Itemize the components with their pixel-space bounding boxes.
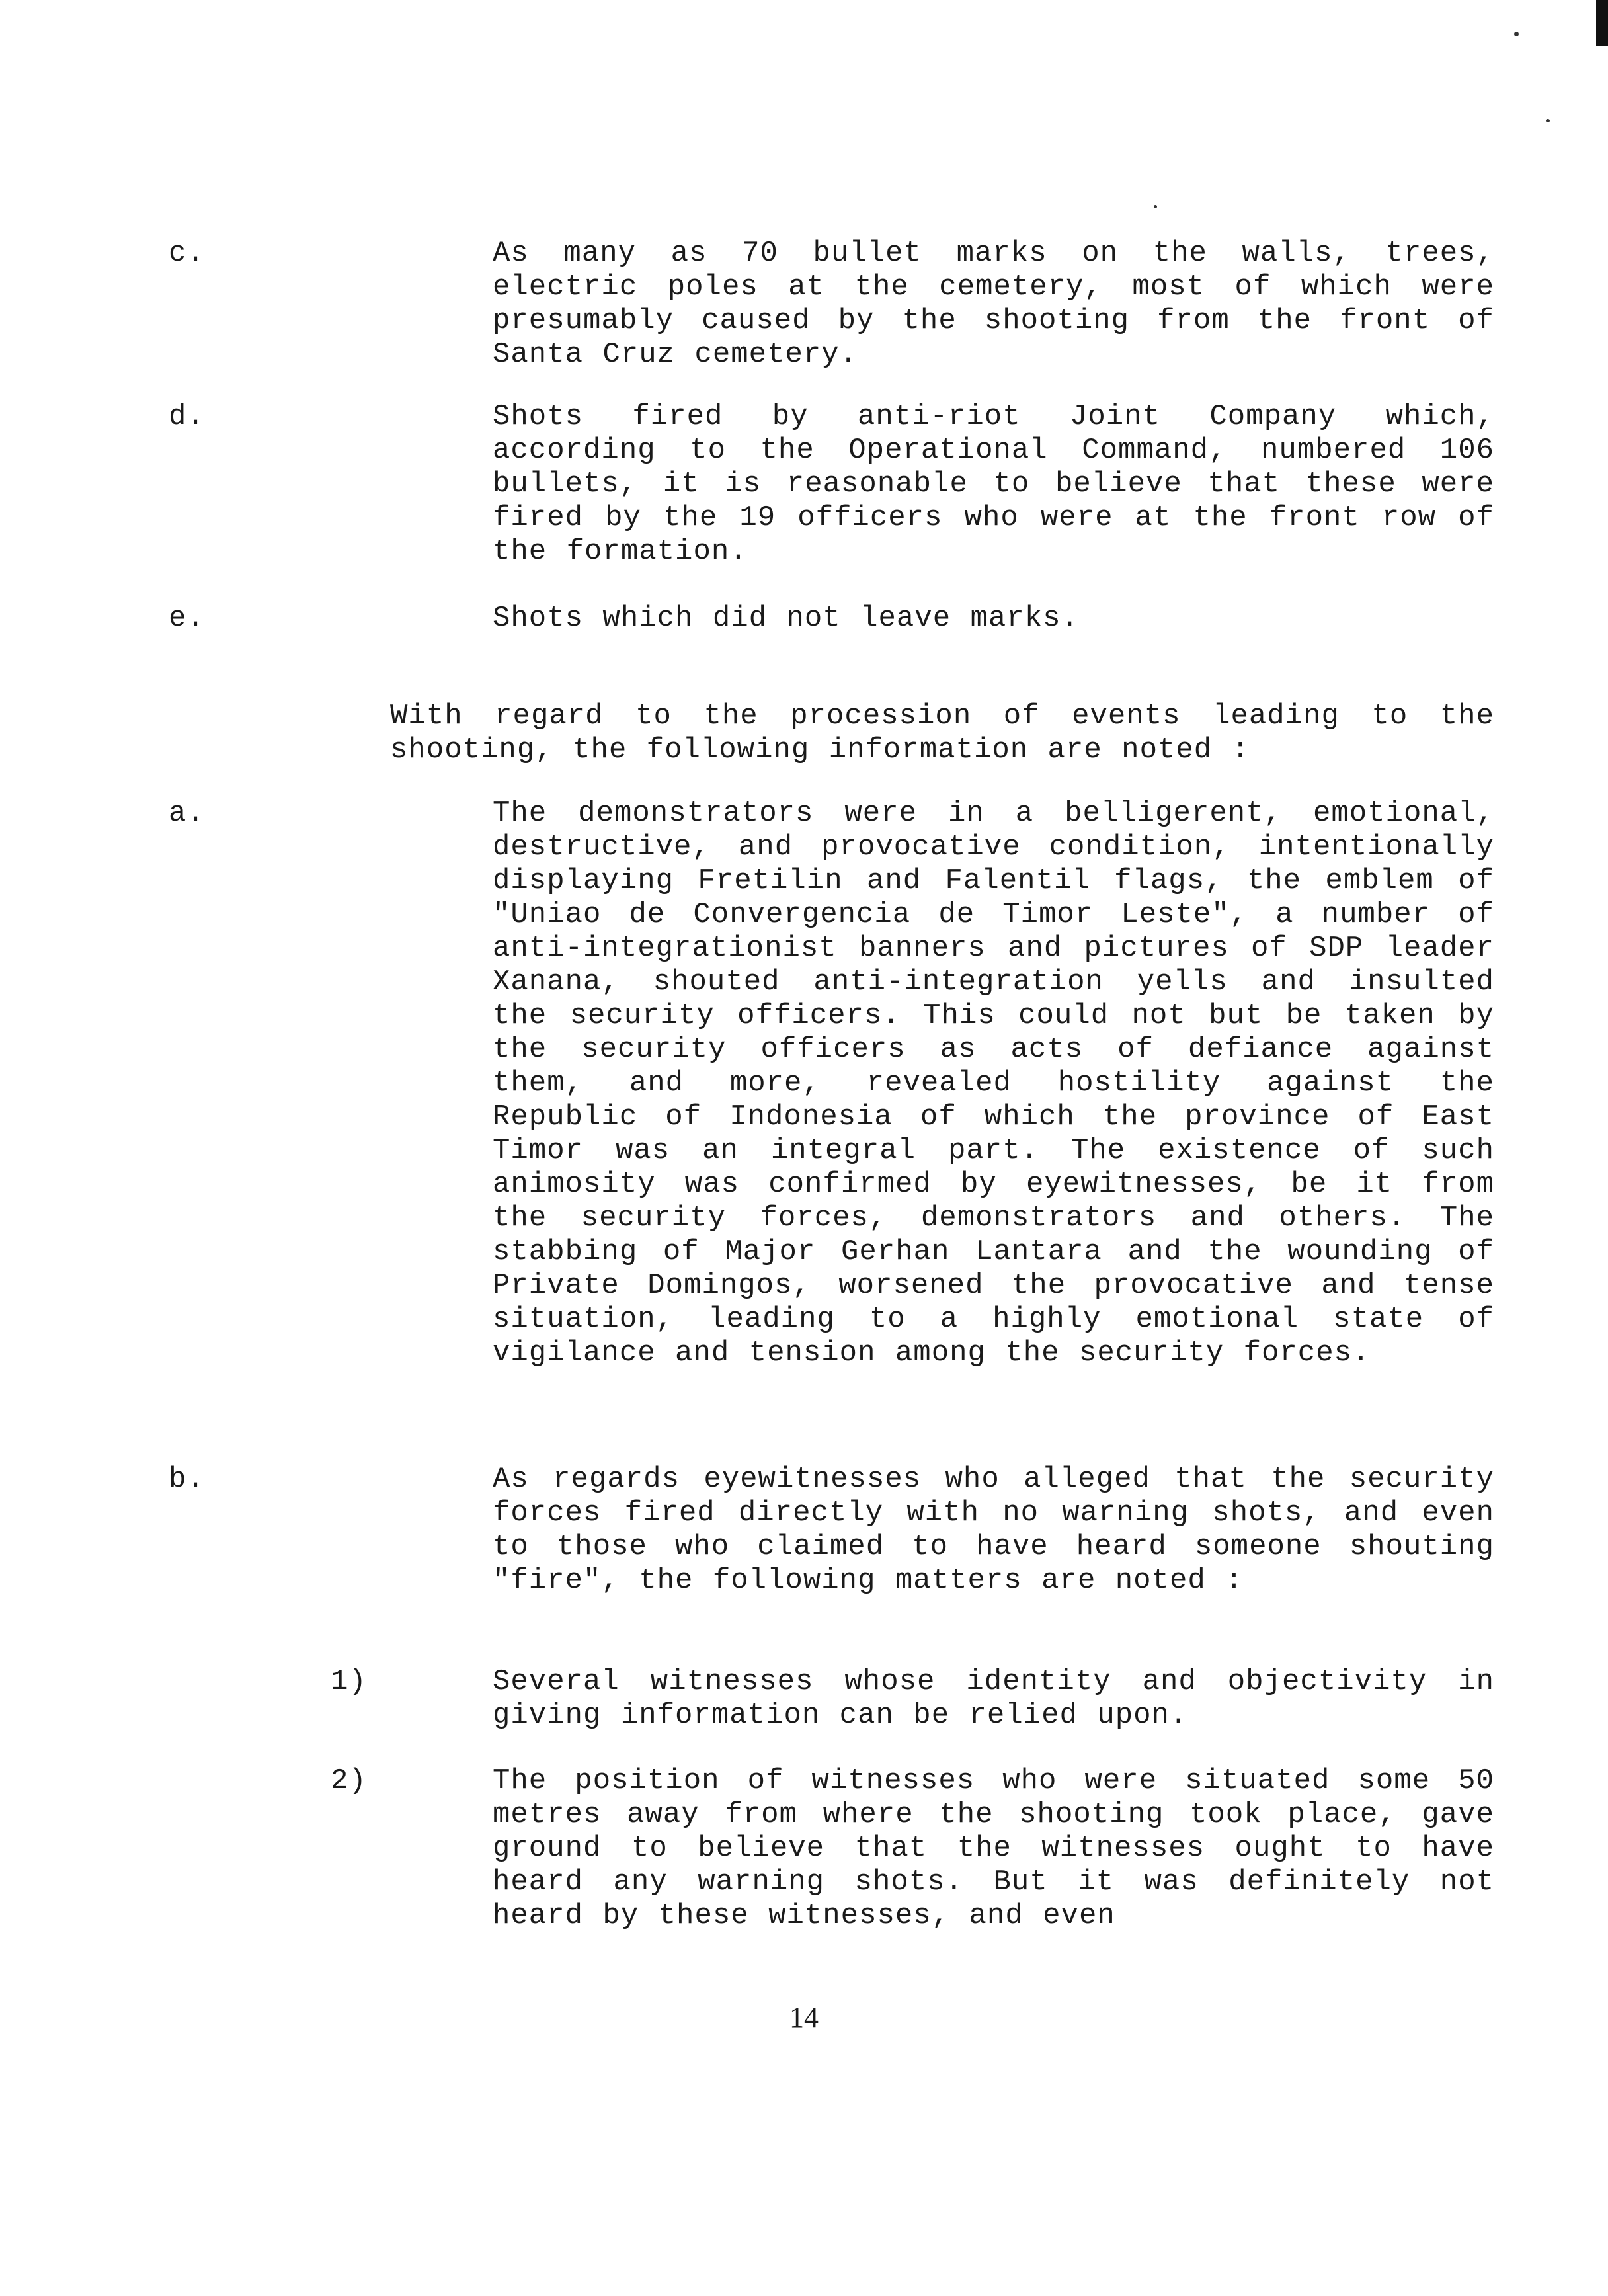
list-item-c xyxy=(169,237,1494,372)
page-number: 14 xyxy=(789,2001,819,2033)
sub-list-item-text: The position of witnesses who were situated some 50 metres away from where the shooting took place, gave ground to believe that the witnesses ought to have heard any warning shots. But it was definitely not heard by these witnesses, and even xyxy=(493,1764,1494,1932)
list-item-text: As many as 70 bullet marks on the walls, trees, electric poles at the cemetery, most of which were presumably caused by the shooting from the front of Santa Cruz cemetery. xyxy=(493,237,1494,371)
list-item-label: d. xyxy=(169,400,205,433)
sub-list-item-text: Several witnesses whose identity and objectivity in giving information can be relied upon. xyxy=(493,1665,1494,1732)
list-item-b xyxy=(169,1463,1494,1598)
sub-list-item-label: 1) xyxy=(331,1665,367,1698)
scan-speck xyxy=(1514,32,1519,36)
list-item-label: e. xyxy=(169,602,205,635)
sub-list-item-label: 2) xyxy=(331,1764,367,1797)
list-item-label: c. xyxy=(169,237,205,270)
scan-speck xyxy=(1154,205,1157,208)
list-item-text: Shots fired by anti-riot Joint Company which, according to the Operational Command, numbered 106 bullets, it is reasonable to believe that these were fired by the 19 officers who were at the front row of the formation. xyxy=(493,400,1494,568)
list-item-label: b. xyxy=(169,1463,205,1496)
list-item-e xyxy=(169,602,1494,636)
list-item-d xyxy=(169,400,1494,569)
sub-list-item-2 xyxy=(331,1764,1494,1933)
list-item-a xyxy=(169,797,1494,1370)
list-item-text: Shots which did not leave marks. xyxy=(493,602,1079,635)
list-item-label: a. xyxy=(169,797,205,830)
scan-edge-mark xyxy=(1596,0,1608,46)
intro-paragraph: With regard to the procession of events leading to the shooting, the following information are noted : xyxy=(390,700,1494,766)
list-item-text: The demonstrators were in a belligerent, emotional, destructive, and provocative condition, intentionally displaying Fretilin and Falentil flags, the emblem of "Uniao de Convergencia de Timor Leste", a number of anti-integrationist banners and pictures of SDP leader Xanana, shouted anti-integration yells and insulted the security officers. This could not but be taken by the security officers as acts of defiance against them, and more, revealed hostility against the Republic of Indonesia of which the province of East Timor was an integral part. The existence of such animosity was confirmed by eyewitnesses, be it from the security forces, demonstrators and others. The stabbing of Major Gerhan Lantara and the wounding of Private Domingos, worsened the provocative and tense situation, leading to a highly emotional state of vigilance and tension among the security forces. xyxy=(493,797,1494,1370)
scan-speck xyxy=(1546,119,1550,122)
sub-list-item-1 xyxy=(331,1665,1494,1733)
list-item-text: As regards eyewitnesses who alleged that the security forces fired directly with no warning shots, and even to those who claimed to have heard someone shouting "fire", the following matters are noted : xyxy=(493,1463,1494,1597)
